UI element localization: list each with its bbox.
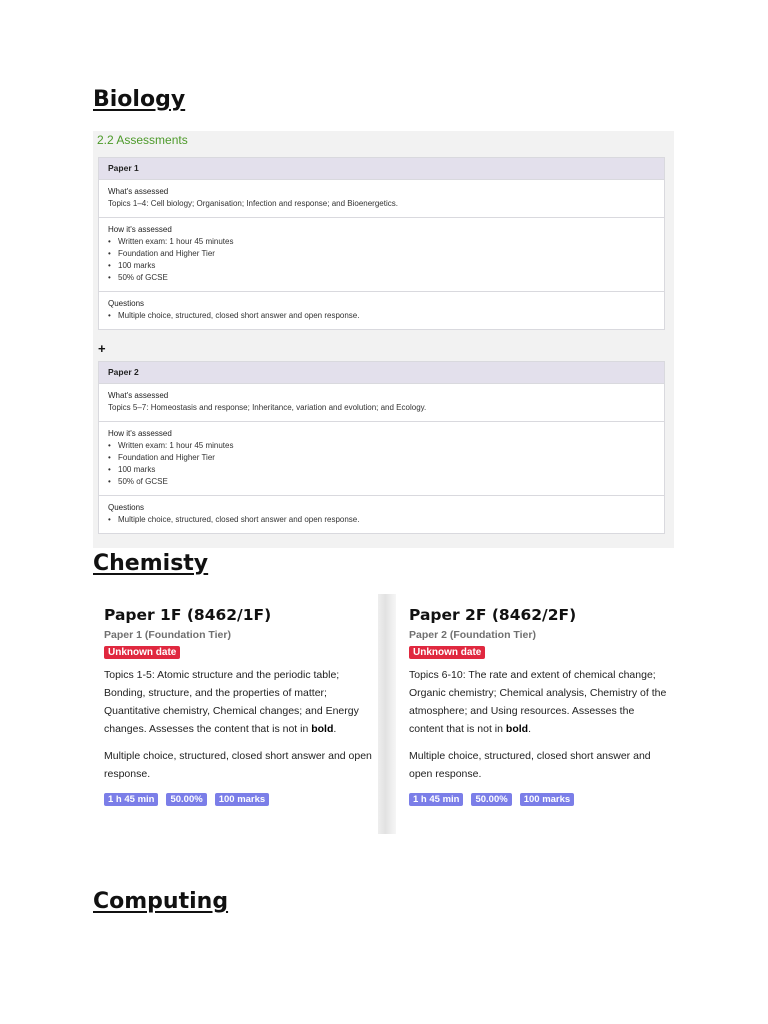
- cell-label: What's assessed: [108, 391, 169, 400]
- cell-label: How it's assessed: [108, 429, 172, 438]
- questions-list: [108, 514, 655, 526]
- marks-chip: 100 marks: [215, 793, 269, 806]
- topics-end: .: [528, 723, 531, 735]
- card-chips: [104, 789, 376, 807]
- card-questions: Multiple choice, structured, closed short answer and open response.: [104, 750, 372, 780]
- list-item: • Foundation and Higher Tier: [118, 248, 655, 260]
- card-title: Paper 2F (8462/2F): [409, 606, 577, 624]
- chemistry-paper-2f-card: [409, 596, 671, 832]
- duration-chip: 1 h 45 min: [104, 793, 158, 806]
- chemistry-paper-1f-card: [104, 596, 376, 832]
- date-badge: Unknown date: [409, 646, 485, 659]
- list-item: • 100 marks: [118, 464, 655, 476]
- paper-2-table: [98, 361, 665, 534]
- cell-text: Topics 1–4: Cell biology; Organisation; Infection and response; and Bioenergetics.: [108, 199, 398, 208]
- plus-icon: +: [98, 341, 106, 356]
- card-divider: [378, 594, 396, 834]
- cell-label: What's assessed: [108, 187, 169, 196]
- topics-bold: bold: [311, 723, 334, 735]
- weight-chip: 50.00%: [166, 793, 206, 806]
- list-item: • Multiple choice, structured, closed short answer and open response.: [118, 310, 655, 322]
- cell-label: Questions: [108, 299, 145, 308]
- computing-heading: Computing: [93, 889, 229, 914]
- questions-cell: [99, 496, 664, 533]
- paper-header: Paper 2: [99, 362, 664, 384]
- questions-list: [108, 310, 655, 322]
- duration-chip: 1 h 45 min: [409, 793, 463, 806]
- questions-cell: [99, 292, 664, 329]
- how-assessed-cell: [99, 422, 664, 496]
- list-item: • Written exam: 1 hour 45 minutes: [118, 236, 655, 248]
- list-item: • 50% of GCSE: [118, 272, 655, 284]
- list-item: • Foundation and Higher Tier: [118, 452, 655, 464]
- assessments-section-title: 2.2 Assessments: [97, 133, 188, 147]
- card-topics: [409, 666, 671, 738]
- topics-text: Topics 6-10: The rate and extent of chemical change; Organic chemistry; Chemical analysis, Chemistry of the atmosphere; and Using resources. Assesses the content that is not in: [409, 669, 667, 735]
- topics-bold: bold: [505, 723, 529, 735]
- cell-label: How it's assessed: [108, 225, 172, 234]
- paper-header: Paper 1: [99, 158, 664, 180]
- list-item: • Multiple choice, structured, closed short answer and open response.: [118, 514, 655, 526]
- card-questions: Multiple choice, structured, closed short answer and open response.: [409, 750, 651, 780]
- cell-text: Topics 5–7: Homeostasis and response; Inheritance, variation and evolution; and Ecology.: [108, 403, 427, 412]
- list-item: • 100 marks: [118, 260, 655, 272]
- list-item: • Written exam: 1 hour 45 minutes: [118, 440, 655, 452]
- biology-assessments-panel: [93, 131, 674, 548]
- date-badge: Unknown date: [104, 646, 180, 659]
- card-topics: [104, 666, 376, 738]
- how-assessed-cell: [99, 218, 664, 292]
- how-assessed-list: [108, 236, 655, 284]
- biology-heading: Biology: [93, 87, 186, 112]
- chemistry-heading: Chemisty: [93, 551, 209, 576]
- paper-1-table: [98, 157, 665, 330]
- how-assessed-list: [108, 440, 655, 488]
- card-chips: [409, 789, 671, 807]
- list-item: • 50% of GCSE: [118, 476, 655, 488]
- cell-label: Questions: [108, 503, 145, 512]
- whats-assessed-cell: [99, 180, 664, 218]
- topics-text: Topics 1-5: Atomic structure and the periodic table; Bonding, structure, and the properties of matter; Quantitative chemistry, Chemical changes; and Energy changes. Assesses the content that is not in: [104, 669, 359, 735]
- weight-chip: 50.00%: [471, 793, 511, 806]
- topics-end: .: [333, 723, 337, 735]
- card-title: Paper 1F (8462/1F): [104, 606, 272, 624]
- card-subtitle: Paper 2 (Foundation Tier): [409, 629, 536, 641]
- marks-chip: 100 marks: [520, 793, 574, 806]
- whats-assessed-cell: [99, 384, 664, 422]
- card-subtitle: Paper 1 (Foundation Tier): [104, 629, 231, 641]
